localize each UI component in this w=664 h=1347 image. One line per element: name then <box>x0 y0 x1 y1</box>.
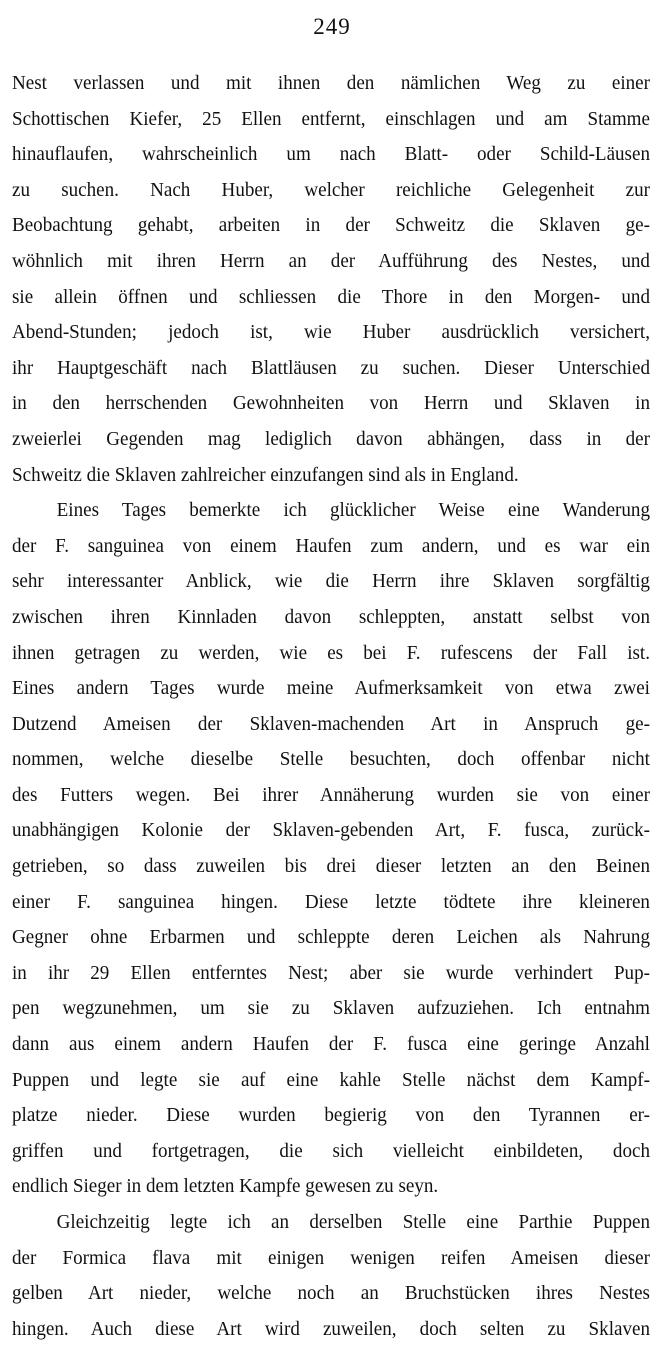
text-line: zwischen ihren Kinnladen davon schleppten, anstatt selbst von <box>12 605 650 628</box>
text-line: sie allein öffnen und schliessen die Thore in den Morgen- und <box>12 285 650 308</box>
text-line: endlich Sieger in dem letzten Kampfe gewesen zu seyn. <box>12 1175 439 1198</box>
text-line: unabhängigen Kolonie der Sklaven-gebenden Art, F. fusca, zurück- <box>12 819 650 842</box>
text-line: zweierlei Gegenden mag lediglich davon abhängen, dass in der <box>12 427 650 450</box>
text-line: einer F. sanguinea hingen. Diese letzte tödtete ihre kleineren <box>12 890 650 913</box>
text-line: der Formica flava mit einigen wenigen reifen Ameisen dieser <box>12 1246 650 1269</box>
text-line: Eines andern Tages wurde meine Aufmerksamkeit von etwa zwei <box>12 677 650 700</box>
text-line: hingen. Auch diese Art wird zuweilen, doch selten zu Sklaven <box>12 1317 650 1340</box>
text-line: Schottischen Kiefer, 25 Ellen entfernt, einschlagen und am Stamme <box>12 107 650 130</box>
body-text <box>12 66 650 1347</box>
text-line: platze nieder. Diese wurden begierig von den Tyrannen er- <box>12 1104 650 1127</box>
text-line: des Futters wegen. Bei ihrer Annäherung wurden sie von einer <box>12 783 650 806</box>
text-line: getrieben, so dass zuweilen bis drei dieser letzten an den Beinen <box>12 855 650 878</box>
paragraph-start-line: Eines Tages bemerkte ich glücklicher Weise eine Wanderung <box>56 499 650 522</box>
text-line: Dutzend Ameisen der Sklaven-machenden Art in Anspruch ge- <box>12 712 650 735</box>
text-line: der F. sanguinea von einem Haufen zum andern, und es war ein <box>12 534 650 557</box>
text-line: in ihr 29 Ellen entferntes Nest; aber sie wurde verhindert Pup- <box>12 961 650 984</box>
text-line: Abend-Stunden; jedoch ist, wie Huber ausdrücklich versichert, <box>12 321 650 344</box>
text-line: wöhnlich mit ihren Herrn an der Aufführung des Nestes, und <box>12 249 650 272</box>
text-line: in den herrschenden Gewohnheiten von Herrn und Sklaven in <box>12 392 650 415</box>
text-line: Beobachtung gehabt, arbeiten in der Schweitz die Sklaven ge- <box>12 214 650 237</box>
text-line: griffen und fortgetragen, die sich vielleicht einbildeten, doch <box>12 1139 650 1162</box>
paragraph-start-line: Gleichzeitig legte ich an derselben Stelle eine Parthie Puppen <box>56 1211 650 1233</box>
text-line: sehr interessanter Anblick, wie die Herrn ihre Sklaven sorgfältig <box>12 570 650 593</box>
text-line: ihr Hauptgeschäft nach Blattläusen zu suchen. Dieser Unterschied <box>12 356 650 379</box>
text-line: pen wegzunehmen, um sie zu Sklaven aufzuziehen. Ich entnahm <box>12 997 650 1020</box>
text-line: hinauflaufen, wahrscheinlich um nach Blatt- oder Schild-Läusen <box>12 143 650 166</box>
text-line: Schweitz die Sklaven zahlreicher einzufangen sind als in England. <box>12 463 519 486</box>
text-line: nommen, welche dieselbe Stelle besuchten, doch offenbar nicht <box>12 748 650 771</box>
text-line: Puppen und legte sie auf eine kahle Stelle nächst dem Kampf- <box>12 1068 650 1091</box>
text-line: Gegner ohne Erbarmen und schleppte deren Leichen als Nahrung <box>12 926 650 949</box>
text-line: zu suchen. Nach Huber, welcher reichliche Gelegenheit zur <box>12 178 650 201</box>
page-number: 249 <box>313 14 351 39</box>
text-line: ihnen getragen zu werden, wie es bei F. rufescens der Fall ist. <box>12 641 650 664</box>
text-line: dann aus einem andern Haufen der F. fusca eine geringe Anzahl <box>12 1033 650 1056</box>
text-line: Nest verlassen und mit ihnen den nämlichen Weg zu einer <box>12 72 650 94</box>
text-line: gelben Art nieder, welche noch an Bruchstücken ihres Nestes <box>12 1282 650 1305</box>
